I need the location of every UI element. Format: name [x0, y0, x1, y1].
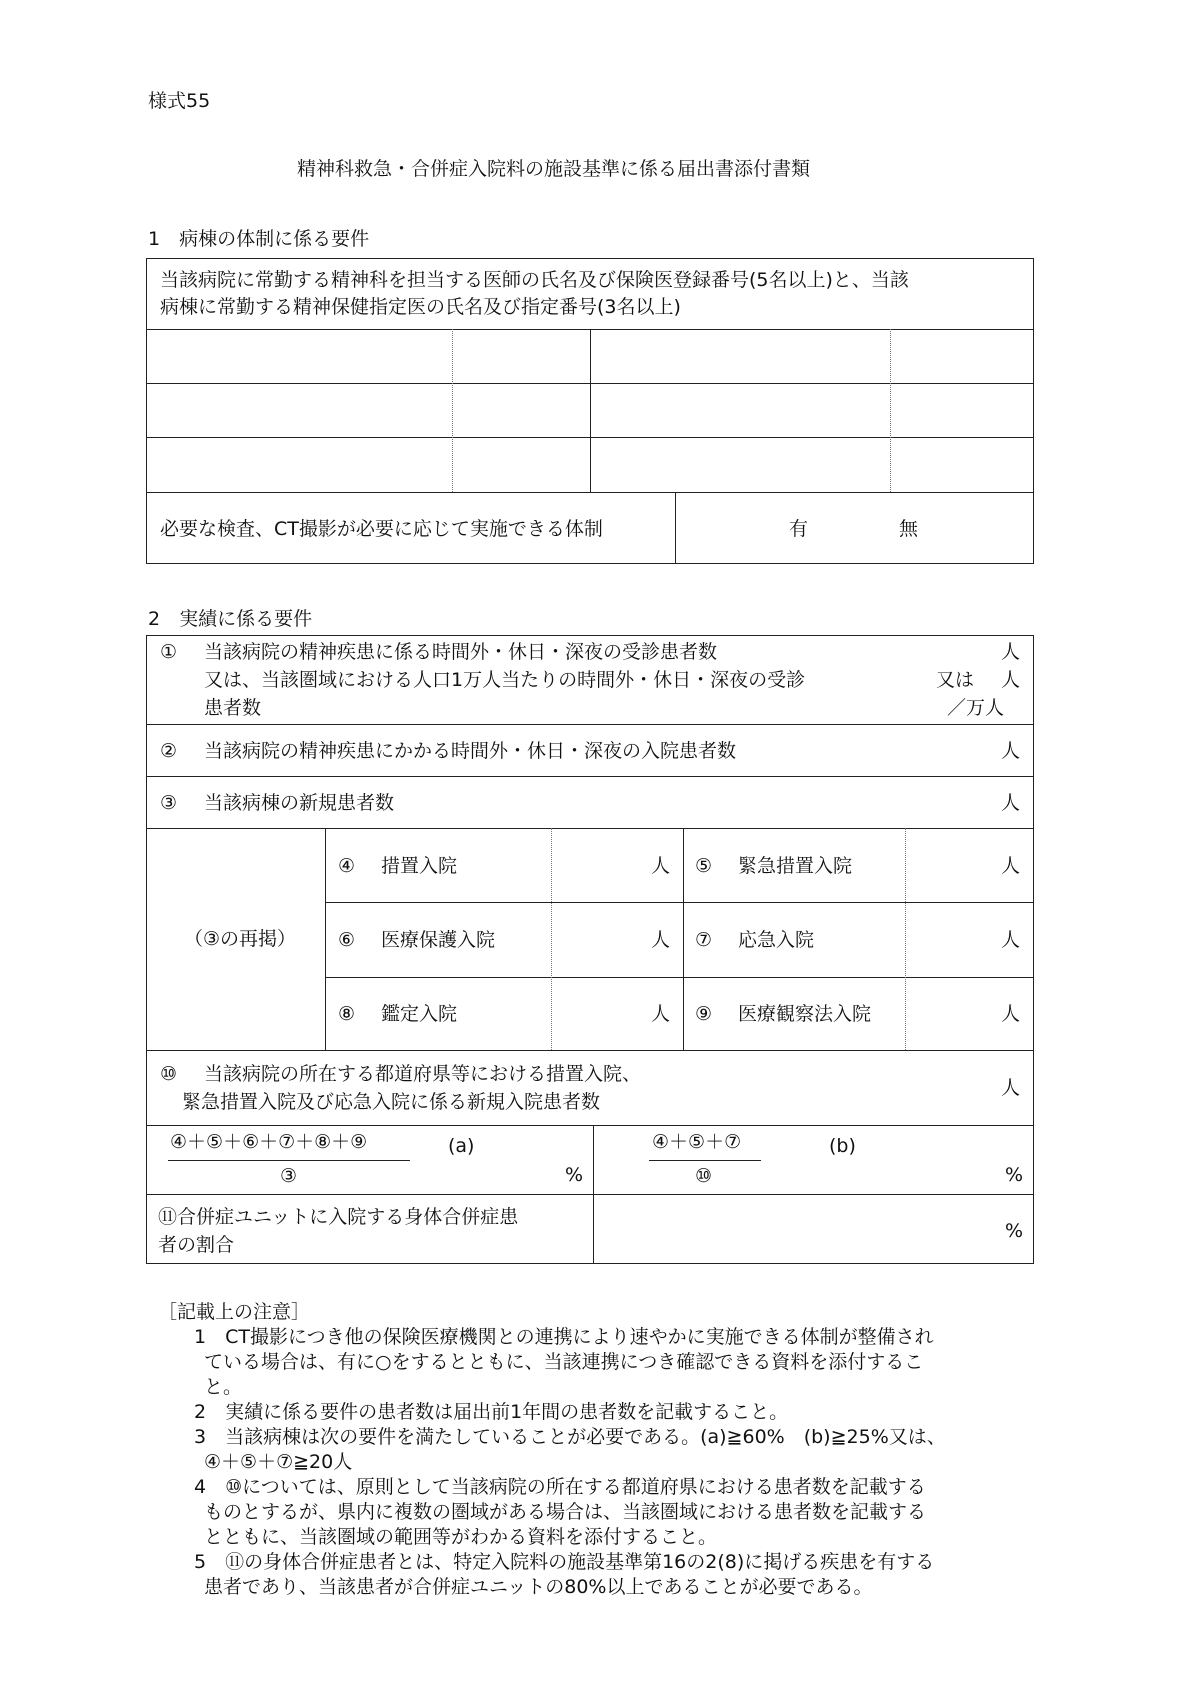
section1-heading: 1 病棟の体制に係る要件 [148, 228, 370, 250]
sub-item-label: 措置入院 [381, 855, 458, 877]
doctor-name-field-3[interactable] [148, 385, 450, 435]
form-number: 様式55 [148, 90, 211, 112]
doctor-name-field-1[interactable] [148, 331, 450, 381]
item10-number: ⑩ [160, 1063, 178, 1085]
item2-unit: 人 [1001, 740, 1021, 762]
notes-heading: ［記載上の注意］ [158, 1301, 311, 1323]
note-line: 5 ⑪の身体合併症患者とは、特定入院料の施設基準第16の2(8)に掲げる疾患を有する [194, 1551, 935, 1573]
item1-number: ① [160, 641, 178, 663]
section2-heading: 2 実績に係る要件 [148, 608, 313, 630]
doctor-number-field-5[interactable] [454, 439, 588, 490]
item1-line3: 患者数 [204, 697, 262, 719]
note-line: ④＋⑤＋⑦≧20人 [204, 1451, 353, 1473]
item11-line2: 者の割合 [158, 1234, 235, 1256]
sub-item-unit: 人 [1001, 855, 1021, 877]
item1-unit2: 人 [1001, 669, 1021, 691]
sub-item-label: 応急入院 [738, 929, 815, 951]
note-line: と。 [204, 1376, 243, 1398]
sub-item-number: ④ [338, 855, 356, 877]
item10-line1: 当該病院の所在する都道府県等における措置入院、 [204, 1063, 642, 1085]
doctor-number-field-6[interactable] [892, 439, 1032, 490]
ratio-a-numerator: ④＋⑤＋⑥＋⑦＋⑧＋⑨ [170, 1131, 368, 1153]
doctor-name-field-5[interactable] [148, 439, 450, 490]
ct-yes-option[interactable]: 有 [789, 518, 809, 540]
sub-item-number: ⑨ [695, 1003, 713, 1025]
sub-item-number: ⑧ [338, 1003, 356, 1025]
ratio-a-label: (a) [448, 1135, 475, 1157]
ratio-b-denominator: ⑩ [695, 1165, 713, 1187]
ct-system-label: 必要な検査、CT撮影が必要に応じて実施できる体制 [160, 518, 603, 540]
item1-line2: 又は、当該圏域における人口1万人当たりの時間外・休日・深夜の受診 [204, 669, 806, 691]
note-line: ものとするが、県内に複数の圏域がある場合は、当該圏域における患者数を記載する [204, 1501, 927, 1523]
item1-or: 又は [936, 669, 975, 691]
item3-unit: 人 [1001, 792, 1021, 814]
item10-line2: 緊急措置入院及び応急入院に係る新規入院患者数 [182, 1091, 601, 1113]
doctor-name-field-2[interactable] [592, 331, 888, 381]
page-title: 精神科救急・合併症入院料の施設基準に係る届出書添付書類 [297, 158, 811, 180]
doctor-number-field-2[interactable] [892, 331, 1032, 381]
note-line: ている場合は、有に○をするとともに、当該連携につき確認できる資料を添付するこ [204, 1351, 924, 1373]
item10-unit: 人 [1001, 1077, 1021, 1099]
doctor-number-field-4[interactable] [892, 385, 1032, 435]
doctor-number-field-1[interactable] [454, 331, 588, 381]
note-line: 4 ⑩については、原則として当該病院の所在する都道府県における患者数を記載する [194, 1476, 926, 1498]
note-line: 3 当該病棟は次の要件を満たしていることが必要である。(a)≧60% (b)≧25%又は、 [194, 1426, 946, 1448]
sub-item-label: 緊急措置入院 [738, 855, 853, 877]
note-line: 患者であり、当該患者が合併症ユニットの80%以上であることが必要である。 [204, 1576, 873, 1598]
doctor-name-field-4[interactable] [592, 385, 888, 435]
ratio-a-denominator: ③ [280, 1165, 298, 1187]
item2-label: 当該病院の精神疾患にかかる時間外・休日・深夜の入院患者数 [204, 740, 737, 762]
item3-label: 当該病棟の新規患者数 [204, 792, 395, 814]
item1-unit1: 人 [1001, 641, 1021, 663]
section1-intro-line2: 病棟に常勤する精神保健指定医の氏名及び指定番号(3名以上) [160, 296, 681, 318]
ratio-b-unit: % [1005, 1164, 1024, 1186]
doctor-number-field-3[interactable] [454, 385, 588, 435]
section1-intro-line1: 当該病院に常勤する精神科を担当する医師の氏名及び保険医登録番号(5名以上)と、当該 [160, 269, 909, 291]
sub-item-unit: 人 [1001, 1003, 1021, 1025]
sub-item-number: ⑥ [338, 929, 356, 951]
sub-item-unit: 人 [1001, 929, 1021, 951]
note-line: 1 CT撮影につき他の保険医療機関との連携により速やかに実施できる体制が整備され [194, 1326, 934, 1348]
item2-number: ② [160, 740, 178, 762]
sub-item-label: 医療保護入院 [381, 929, 496, 951]
ct-no-option[interactable]: 無 [899, 518, 919, 540]
sub-item-unit: 人 [651, 929, 671, 951]
item11-unit: % [1005, 1220, 1024, 1242]
item1-line1: 当該病院の精神疾患に係る時間外・休日・深夜の受診患者数 [204, 641, 718, 663]
item3-number: ③ [160, 792, 178, 814]
note-line: とともに、当該圏域の範囲等がわかる資料を添付すること。 [204, 1526, 718, 1548]
doctor-name-field-6[interactable] [592, 439, 888, 490]
sub-item-label: 医療観察法入院 [738, 1003, 872, 1025]
ratio-b-numerator: ④＋⑤＋⑦ [652, 1131, 742, 1153]
sub-item-number: ⑤ [695, 855, 713, 877]
ratio-a-unit: % [565, 1164, 584, 1186]
note-line: 2 実績に係る要件の患者数は届出前1年間の患者数を記載すること。 [194, 1401, 789, 1423]
sub-item-number: ⑦ [695, 929, 713, 951]
sub-item-label: 鑑定入院 [381, 1003, 458, 1025]
item11-line1: ⑪合併症ユニットに入院する身体合併症患 [158, 1206, 519, 1228]
recount-label: （③の再掲） [184, 928, 297, 950]
ratio-b-label: (b) [829, 1135, 856, 1157]
item1-unit3: ／万人 [947, 697, 1005, 719]
sub-item-unit: 人 [651, 1003, 671, 1025]
sub-item-unit: 人 [651, 855, 671, 877]
